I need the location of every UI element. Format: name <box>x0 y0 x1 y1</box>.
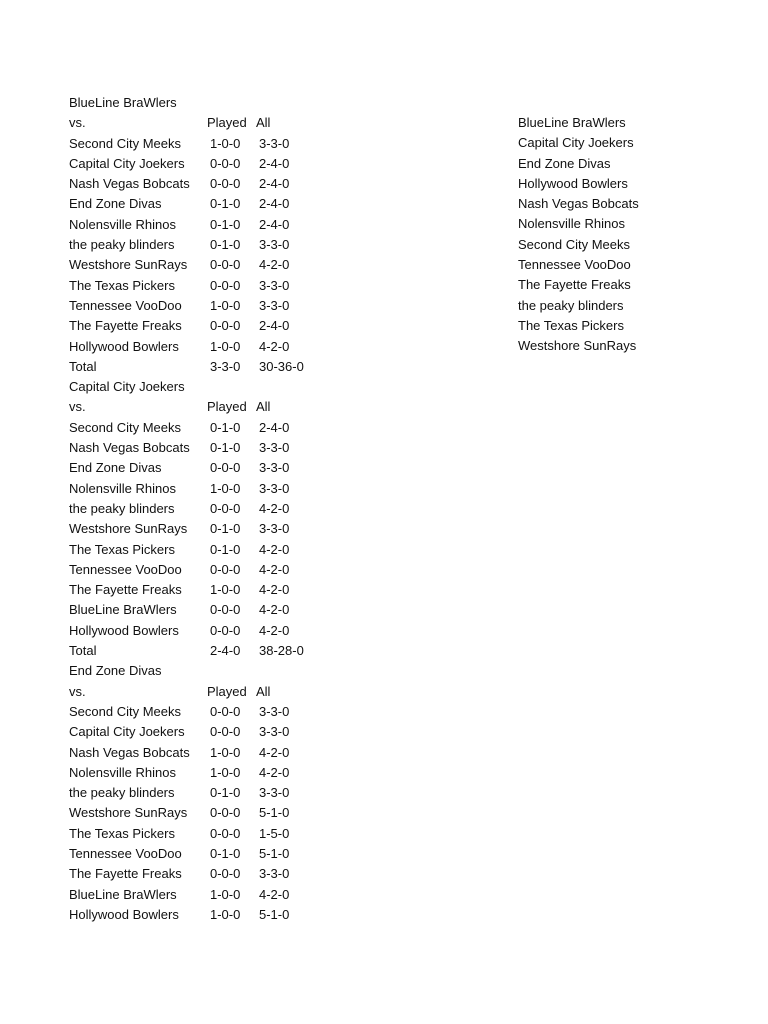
team-list-name: Capital City Joekers <box>518 135 634 151</box>
played-record: 0-0-0 <box>210 257 241 273</box>
team-name: Capital City Joekers <box>69 379 185 395</box>
vs-label: vs. <box>69 683 86 699</box>
team-list-name: Westshore SunRays <box>518 338 637 354</box>
team-list-name: Nolensville Rhinos <box>518 216 625 232</box>
table-row <box>69 803 329 823</box>
played-record: 0-1-0 <box>210 845 241 861</box>
played-record: 0-1-0 <box>210 237 241 253</box>
played-record: 0-1-0 <box>210 419 241 435</box>
table-row <box>69 296 329 316</box>
played-header: Played <box>207 115 247 131</box>
all-record: 3-3-0 <box>259 866 290 882</box>
played-record: 0-1-0 <box>210 440 241 456</box>
all-record: 3-3-0 <box>259 440 290 456</box>
played-record: 0-0-0 <box>210 622 241 638</box>
opponent-name: BlueLine BraWlers <box>69 602 177 618</box>
played-header: Played <box>207 399 247 415</box>
opponent-name: BlueLine BraWlers <box>69 886 177 902</box>
list-item <box>518 296 718 316</box>
all-record: 2-4-0 <box>259 176 290 192</box>
opponent-name: Tennessee VooDoo <box>69 845 182 861</box>
opponent-name: The Texas Pickers <box>69 541 175 557</box>
column-header-row <box>69 397 329 417</box>
total-row <box>69 641 329 661</box>
table-row <box>69 438 329 458</box>
team-list-name: the peaky blinders <box>518 297 624 313</box>
all-record: 4-2-0 <box>259 541 290 557</box>
played-record: 1-0-0 <box>210 480 241 496</box>
opponent-name: The Texas Pickers <box>69 825 175 841</box>
all-record: 3-3-0 <box>259 297 290 313</box>
table-row <box>69 519 329 539</box>
opponent-name: Nolensville Rhinos <box>69 480 176 496</box>
all-record: 5-1-0 <box>259 805 290 821</box>
list-item <box>518 255 718 275</box>
table-row <box>69 276 329 296</box>
opponent-name: Westshore SunRays <box>69 257 188 273</box>
list-item <box>518 336 718 356</box>
played-record: 0-0-0 <box>210 703 241 719</box>
all-record: 4-2-0 <box>259 622 290 638</box>
total-played: 3-3-0 <box>210 358 241 374</box>
played-record: 0-0-0 <box>210 460 241 476</box>
played-record: 1-0-0 <box>210 886 241 902</box>
opponent-name: Hollywood Bowlers <box>69 906 179 922</box>
all-record: 4-2-0 <box>259 886 290 902</box>
vs-label: vs. <box>69 115 86 131</box>
opponent-name: the peaky blinders <box>69 785 175 801</box>
opponent-name: Nolensville Rhinos <box>69 216 176 232</box>
table-row <box>69 458 329 478</box>
team-list-name: Hollywood Bowlers <box>518 175 628 191</box>
table-row <box>69 215 329 235</box>
all-record: 2-4-0 <box>259 419 290 435</box>
all-record: 2-4-0 <box>259 155 290 171</box>
table-row <box>69 702 329 722</box>
opponent-name: The Fayette Freaks <box>69 866 182 882</box>
all-record: 3-3-0 <box>259 724 290 740</box>
table-row <box>69 479 329 499</box>
team-name: BlueLine BraWlers <box>69 95 177 110</box>
opponent-name: The Texas Pickers <box>69 277 175 293</box>
all-record: 1-5-0 <box>259 825 290 841</box>
list-item <box>518 316 718 336</box>
team-list-name: Nash Vegas Bobcats <box>518 196 639 212</box>
table-row <box>69 194 329 214</box>
played-header: Played <box>207 683 247 699</box>
team-header-row <box>69 377 329 397</box>
team-header-row <box>69 93 329 113</box>
table-row <box>69 540 329 560</box>
team-name: End Zone Divas <box>69 663 162 679</box>
team-list-name: End Zone Divas <box>518 155 611 171</box>
all-record: 3-3-0 <box>259 521 290 537</box>
table-row <box>69 824 329 844</box>
all-record: 3-3-0 <box>259 237 290 253</box>
all-record: 4-2-0 <box>259 602 290 618</box>
all-record: 4-2-0 <box>259 561 290 577</box>
opponent-name: Hollywood Bowlers <box>69 622 179 638</box>
all-record: 4-2-0 <box>259 500 290 516</box>
table-row <box>69 743 329 763</box>
opponent-name: Nash Vegas Bobcats <box>69 176 190 192</box>
opponent-name: the peaky blinders <box>69 237 175 253</box>
list-item <box>518 174 718 194</box>
team-list-name: The Texas Pickers <box>518 317 624 333</box>
opponent-name: Nolensville Rhinos <box>69 764 176 780</box>
opponent-name: Capital City Joekers <box>69 724 185 740</box>
list-item <box>518 154 718 174</box>
played-record: 0-0-0 <box>210 176 241 192</box>
all-record: 4-2-0 <box>259 744 290 760</box>
played-record: 0-0-0 <box>210 277 241 293</box>
all-record: 4-2-0 <box>259 338 290 354</box>
all-record: 4-2-0 <box>259 582 290 598</box>
table-row <box>69 621 329 641</box>
opponent-name: Capital City Joekers <box>69 155 185 171</box>
played-record: 1-0-0 <box>210 744 241 760</box>
opponent-name: The Fayette Freaks <box>69 582 182 598</box>
list-item <box>518 133 718 153</box>
opponent-name: Hollywood Bowlers <box>69 338 179 354</box>
total-row <box>69 357 329 377</box>
table-row <box>69 844 329 864</box>
table-row <box>69 235 329 255</box>
opponent-name: Tennessee VooDoo <box>69 297 182 313</box>
vs-label: vs. <box>69 399 86 415</box>
opponent-name: Nash Vegas Bobcats <box>69 440 190 456</box>
opponent-name: Second City Meeks <box>69 703 181 719</box>
all-record: 3-3-0 <box>259 135 290 151</box>
team-list-name: BlueLine BraWlers <box>518 115 626 130</box>
played-record: 0-0-0 <box>210 866 241 882</box>
played-record: 1-0-0 <box>210 582 241 598</box>
list-item <box>518 194 718 214</box>
table-row <box>69 418 329 438</box>
opponent-name: Westshore SunRays <box>69 805 188 821</box>
total-all: 38-28-0 <box>259 643 304 659</box>
list-item <box>518 113 718 133</box>
all-record: 5-1-0 <box>259 845 290 861</box>
table-row <box>69 580 329 600</box>
table-row <box>69 905 329 925</box>
list-item <box>518 214 718 234</box>
played-record: 0-1-0 <box>210 196 241 212</box>
total-label: Total <box>69 643 97 659</box>
played-record: 1-0-0 <box>210 906 241 922</box>
all-record: 3-3-0 <box>259 480 290 496</box>
total-played: 2-4-0 <box>210 643 241 659</box>
opponent-name: End Zone Divas <box>69 460 162 476</box>
all-record: 4-2-0 <box>259 764 290 780</box>
opponent-name: Tennessee VooDoo <box>69 561 182 577</box>
played-record: 0-0-0 <box>210 724 241 740</box>
table-row <box>69 560 329 580</box>
opponent-name: Westshore SunRays <box>69 521 188 537</box>
table-row <box>69 255 329 275</box>
table-row <box>69 499 329 519</box>
column-header-row <box>69 113 329 133</box>
opponent-name: Nash Vegas Bobcats <box>69 744 190 760</box>
played-record: 0-0-0 <box>210 805 241 821</box>
played-record: 0-0-0 <box>210 318 241 334</box>
played-record: 1-0-0 <box>210 297 241 313</box>
team-header-row <box>69 661 329 681</box>
played-record: 0-0-0 <box>210 825 241 841</box>
table-row <box>69 864 329 884</box>
all-record: 3-3-0 <box>259 785 290 801</box>
all-header: All <box>256 399 271 415</box>
table-row <box>69 316 329 336</box>
head-to-head-sheet <box>69 93 329 925</box>
opponent-name: the peaky blinders <box>69 500 175 516</box>
played-record: 0-0-0 <box>210 500 241 516</box>
list-item <box>518 235 718 255</box>
played-record: 0-1-0 <box>210 541 241 557</box>
opponent-name: End Zone Divas <box>69 196 162 212</box>
column-header-row <box>69 682 329 702</box>
all-record: 4-2-0 <box>259 257 290 273</box>
played-record: 1-0-0 <box>210 135 241 151</box>
team-list <box>518 113 718 357</box>
all-header: All <box>256 683 271 699</box>
all-header: All <box>256 115 271 131</box>
all-record: 3-3-0 <box>259 703 290 719</box>
played-record: 0-0-0 <box>210 155 241 171</box>
opponent-name: The Fayette Freaks <box>69 318 182 334</box>
played-record: 1-0-0 <box>210 338 241 354</box>
all-record: 3-3-0 <box>259 277 290 293</box>
opponent-name: Second City Meeks <box>69 135 181 151</box>
opponent-name: Second City Meeks <box>69 419 181 435</box>
team-list-name: Tennessee VooDoo <box>518 257 631 273</box>
table-row <box>69 885 329 905</box>
played-record: 0-0-0 <box>210 602 241 618</box>
all-record: 2-4-0 <box>259 318 290 334</box>
table-row <box>69 763 329 783</box>
table-row <box>69 174 329 194</box>
played-record: 0-1-0 <box>210 216 241 232</box>
played-record: 0-1-0 <box>210 521 241 537</box>
table-row <box>69 134 329 154</box>
team-list-name: The Fayette Freaks <box>518 277 631 293</box>
all-record: 2-4-0 <box>259 216 290 232</box>
table-row <box>69 154 329 174</box>
table-row <box>69 337 329 357</box>
all-record: 5-1-0 <box>259 906 290 922</box>
team-list-name: Second City Meeks <box>518 236 630 252</box>
all-record: 2-4-0 <box>259 196 290 212</box>
played-record: 1-0-0 <box>210 764 241 780</box>
total-label: Total <box>69 358 97 374</box>
all-record: 3-3-0 <box>259 460 290 476</box>
played-record: 0-0-0 <box>210 561 241 577</box>
played-record: 0-1-0 <box>210 785 241 801</box>
table-row <box>69 722 329 742</box>
table-row <box>69 783 329 803</box>
table-row <box>69 600 329 620</box>
list-item <box>518 275 718 295</box>
total-all: 30-36-0 <box>259 358 304 374</box>
